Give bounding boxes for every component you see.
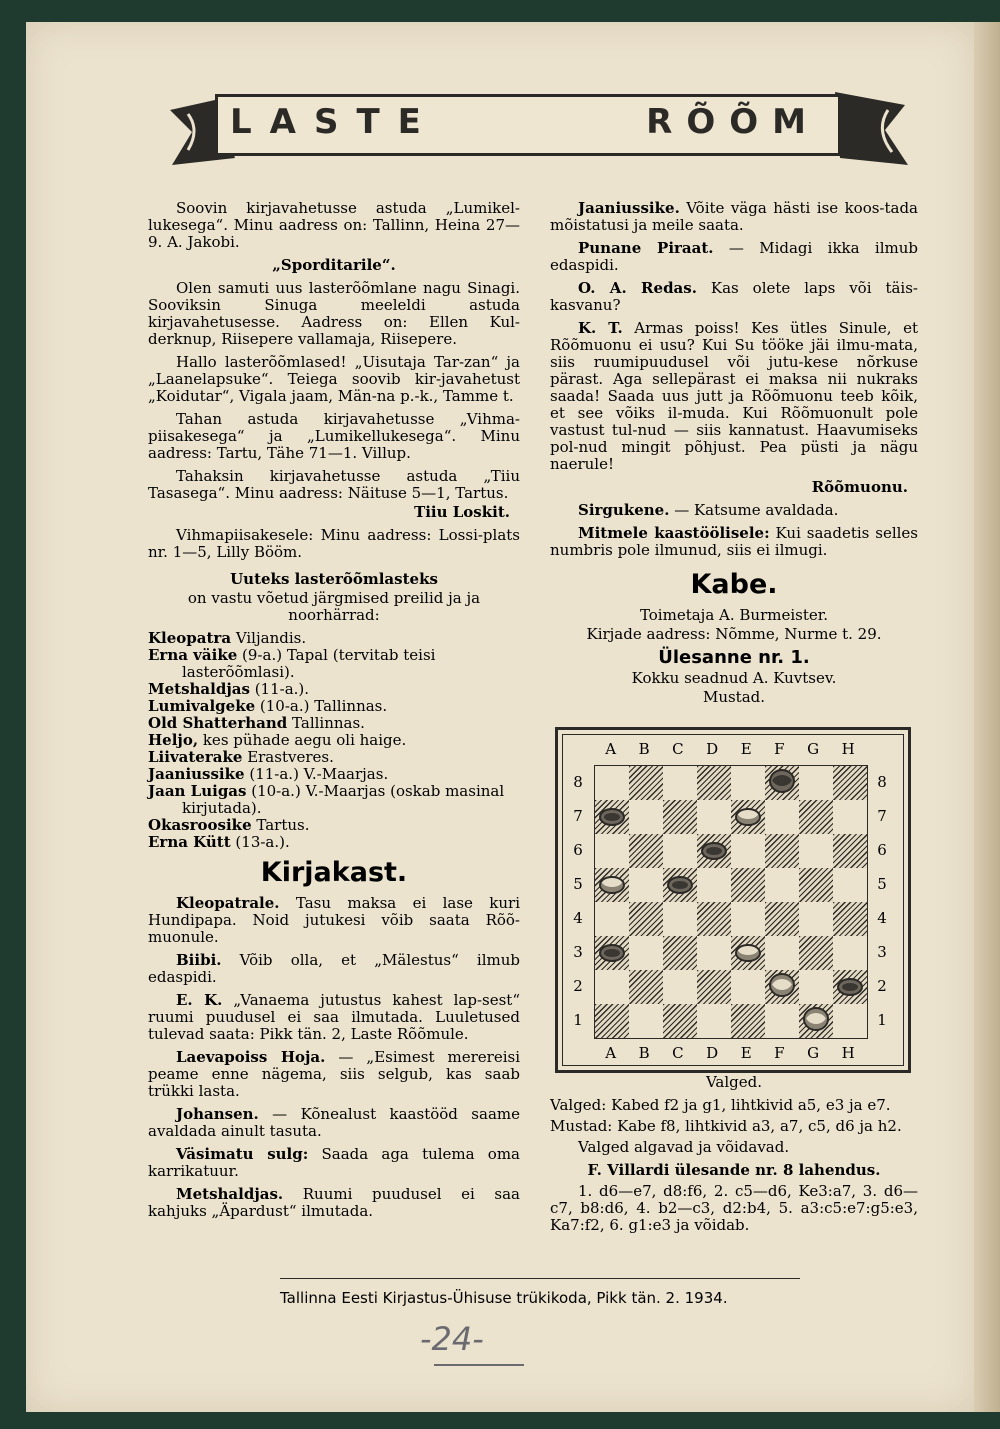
member-name: Erna väike (148, 646, 238, 664)
letter-name: Laevapoiss Hoja. (176, 1048, 326, 1066)
rank-label: 5 (573, 875, 583, 893)
square-b7 (629, 800, 663, 834)
letter-0 (148, 895, 520, 946)
square-g4 (799, 902, 833, 936)
printer-footer: Tallinna Eesti Kirjastus-Ühisuse trükikoda, Pikk tän. 2. 1934. (280, 1278, 800, 1307)
reply-3 (550, 320, 918, 473)
right-letters-2 (550, 502, 918, 559)
square-c8 (663, 766, 697, 800)
square-f7 (765, 800, 799, 834)
member-name: Liivaterake (148, 748, 243, 766)
square-g5 (799, 868, 833, 902)
square-h3 (833, 936, 867, 970)
square-a5 (595, 868, 629, 902)
square-g3 (799, 936, 833, 970)
square-g2 (799, 970, 833, 1004)
solution-text: 1. d6—e7, d8:f6, 2. c5—d6, Ke3:a7, 3. d6—c7, b8:d6, 4. b2—c3, d2:b4, 5. a3:c5:e7:g5:e3, Ka7:f2, 6. g1:e3 ja võidab. (550, 1182, 918, 1234)
banner-word-room: RÕÕM (646, 102, 820, 142)
square-h5 (833, 868, 867, 902)
square-b1 (629, 1004, 663, 1038)
square-h4 (833, 902, 867, 936)
solution-title: F. Villardi ülesande nr. 8 lahendus. (587, 1161, 881, 1179)
square-b8 (629, 766, 663, 800)
square-c6 (663, 834, 697, 868)
member-name: Old Shatterhand (148, 714, 288, 732)
square-f5 (765, 868, 799, 902)
left-column (148, 200, 520, 1226)
black-piece-h2 (837, 978, 863, 996)
black-piece-a7 (599, 808, 625, 826)
member-text: (9-a.) Tapal (tervitab teisi lasterõõmlasi). (182, 646, 436, 681)
square-c3 (663, 936, 697, 970)
letter-name: Väsimatu sulg: (176, 1145, 309, 1163)
member-text: (10-a.) V.-Maarjas (oskab masinal kirjutada). (182, 782, 505, 817)
square-f4 (765, 902, 799, 936)
letter-2 (148, 992, 520, 1043)
checkers-board (555, 727, 911, 1073)
square-a7 (595, 800, 629, 834)
member-text: Tallinnas. (287, 714, 365, 732)
member-text: (11-a.). (249, 680, 310, 698)
rank-label: 1 (877, 1011, 887, 1029)
banner-title (230, 100, 820, 144)
square-c4 (663, 902, 697, 936)
letter-5 (148, 1146, 520, 1180)
right-letters (550, 200, 918, 473)
rank-label: 8 (573, 773, 583, 791)
reply-1 (550, 240, 918, 274)
file-label: F (774, 740, 785, 758)
reply-text: — Midagi ikka ilmub edaspidi. (550, 239, 918, 274)
member-0 (148, 630, 520, 647)
square-d2 (697, 970, 731, 1004)
heading-new-members: Uuteks lasterõõmlasteks (230, 570, 438, 588)
reply2-name: Sirgukene. (578, 501, 670, 519)
black-piece-c5 (667, 876, 693, 894)
black-piece-a3 (599, 944, 625, 962)
reply2-text: Kui saadetis selles numbris pole ilmunud, siis ei ilmugi. (550, 524, 918, 559)
square-e7 (731, 800, 765, 834)
rank-label: 3 (573, 943, 583, 961)
square-e1 (731, 1004, 765, 1038)
letter-name: Kleopatrale. (176, 894, 280, 912)
letter-text: Tasu maksa ei lase kuri Hundipapa. Noid jutukesi võib saata Rõõ-muonule. (148, 894, 520, 946)
square-d6 (697, 834, 731, 868)
problem-composer: Kokku seadnud A. Kuvtsev. (631, 669, 837, 687)
file-label: F (774, 1044, 785, 1062)
file-labels-bottom (594, 1044, 866, 1062)
square-h8 (833, 766, 867, 800)
square-e4 (731, 902, 765, 936)
file-label: E (740, 1044, 752, 1062)
member-text: (11-a.) V.-Maarjas. (244, 765, 389, 783)
black-position: Mustad: Kabe f8, lihtkivid a3, a7, c5, d6 ja h2. (550, 1117, 902, 1135)
member-5 (148, 732, 520, 749)
reply-text: Võite väga hästi ise koos-tada mõistatusi ja meile saata. (550, 199, 918, 234)
heading-sporditarile: „Sporditarile“. (272, 256, 396, 274)
page-number-underline (434, 1364, 524, 1366)
rank-label: 2 (573, 977, 583, 995)
members-list (148, 630, 520, 851)
kirjakast-heading: Kirjakast. (260, 857, 408, 888)
member-name: Heljo, (148, 731, 199, 749)
square-c2 (663, 970, 697, 1004)
right-column (550, 200, 918, 708)
rank-label: 7 (573, 807, 583, 825)
square-g6 (799, 834, 833, 868)
letter-loskit: Tahaksin kirjavahetusse astuda „Tiiu Tasasega“. Minu aadress: Näituse 5—1, Tartus. (148, 467, 520, 502)
letter-name: E. K. (176, 991, 223, 1009)
reply-text: Kas olete laps või täis-kasvanu? (550, 279, 918, 314)
rank-label: 1 (573, 1011, 583, 1029)
letter-koidutar: Hallo lasterõõmlased! „Uisutaja Tar-zan“ ja „Laanelapsuke“. Teiega soovib kir-javahetust „Koidutar“, Vigala jaam, Män-na p.-k., Tamme t. (148, 353, 520, 405)
file-label: H (841, 740, 855, 758)
square-g1 (799, 1004, 833, 1038)
file-label: C (672, 1044, 684, 1062)
rank-label: 5 (877, 875, 887, 893)
member-4 (148, 715, 520, 732)
file-label: D (706, 1044, 719, 1062)
member-8 (148, 783, 520, 817)
square-a4 (595, 902, 629, 936)
member-1 (148, 647, 520, 681)
square-b5 (629, 868, 663, 902)
square-c1 (663, 1004, 697, 1038)
member-text: (13-a.). (230, 833, 290, 851)
square-f1 (765, 1004, 799, 1038)
square-d7 (697, 800, 731, 834)
black-piece-d6 (701, 842, 727, 860)
letter-text: — „Esimest merereisi peame enne nägema, siis selgub, kas saab trükki lasta. (148, 1048, 520, 1100)
letter-name: Johansen. (176, 1105, 259, 1123)
reply-name: K. T. (578, 319, 623, 337)
member-name: Okasroosike (148, 816, 252, 834)
file-label: E (740, 740, 752, 758)
file-label: C (672, 740, 684, 758)
letter-kulderknup: Olen samuti uus lasterõõmlane nagu Sinagi. Sooviksin Sinuga meeleldi astuda kirjavahetusesse. Aadress on: Ellen Kul-derknup, Riisepere vallamaja, Riisepere. (148, 279, 520, 348)
letter-text: — Kõnealust kaastööd saame avaldada ainult tasuta. (148, 1105, 520, 1140)
reply-name: Punane Piraat. (578, 239, 714, 257)
square-e3 (731, 936, 765, 970)
file-label: G (807, 740, 820, 758)
banner-word-laste: LASTE (230, 102, 439, 142)
black-king-f8 (769, 769, 795, 793)
file-label: A (605, 1044, 617, 1062)
letter-text: Saada aga tulema oma karrikatuur. (148, 1145, 520, 1180)
reply2-0 (550, 502, 918, 519)
square-a8 (595, 766, 629, 800)
square-f3 (765, 936, 799, 970)
letter-text: Ruumi puudusel ei saa kahjuks „Äpardust“ ilmutada. (148, 1185, 520, 1220)
board-caption (550, 1074, 918, 1240)
rank-label: 8 (877, 773, 887, 791)
square-d8 (697, 766, 731, 800)
square-g7 (799, 800, 833, 834)
square-a2 (595, 970, 629, 1004)
member-name: Kleopatra (148, 629, 232, 647)
to-move: Valged algavad ja võidavad. (578, 1138, 790, 1156)
square-f6 (765, 834, 799, 868)
member-name: Jaan Luigas (148, 782, 247, 800)
rank-label: 7 (877, 807, 887, 825)
square-d1 (697, 1004, 731, 1038)
signature-roomuonu: Rõõmuonu. (811, 478, 908, 496)
member-10 (148, 834, 520, 851)
square-g8 (799, 766, 833, 800)
letter-boom: Vihmapiisakesele: Minu aadress: Lossi-plats nr. 1—5, Lilly Bööm. (148, 526, 520, 561)
kabe-address: Kirjade aadress: Nõmme, Nurme t. 29. (586, 625, 882, 643)
square-d4 (697, 902, 731, 936)
rank-labels-right (872, 765, 892, 1037)
file-label: G (807, 1044, 820, 1062)
file-label: H (841, 1044, 855, 1062)
square-d3 (697, 936, 731, 970)
reply-2 (550, 280, 918, 314)
reply2-1 (550, 525, 918, 559)
square-b3 (629, 936, 663, 970)
letter-6 (148, 1186, 520, 1220)
black-label: Mustad. (702, 688, 766, 706)
letter-name: Metshaldjas. (176, 1185, 284, 1203)
rank-label: 6 (877, 841, 887, 859)
white-position: Valged: Kabed f2 ja g1, lihtkivid a5, e3 ja e7. (550, 1096, 891, 1114)
reply-name: O. A. Redas. (578, 279, 697, 297)
kirjakast-letters (148, 895, 520, 1220)
letter-villup: Tahan astuda kirjavahetusse „Vihma-piisakesega“ ja „Lumikellukesega“. Minu aadress: Tartu, Tähe 71—1. Villup. (148, 410, 520, 462)
square-b2 (629, 970, 663, 1004)
rank-label: 4 (573, 909, 583, 927)
square-a3 (595, 936, 629, 970)
problem-title: Ülesanne nr. 1. (658, 647, 810, 668)
book-edge (974, 22, 1000, 1412)
reply-0 (550, 200, 918, 234)
member-text: Viljandis. (231, 629, 307, 647)
new-members-intro: on vastu võetud järgmised preilid ja ja noorhärrad: (187, 589, 481, 624)
kabe-editor: Toimetaja A. Burmeister. (639, 606, 829, 624)
white-king-f2 (769, 973, 795, 997)
rank-label: 3 (877, 943, 887, 961)
file-label: A (605, 740, 617, 758)
letter-name: Biibi. (176, 951, 222, 969)
square-f2 (765, 970, 799, 1004)
member-name: Erna Kütt (148, 833, 231, 851)
laste-room-banner (160, 70, 920, 170)
kabe-heading: Kabe. (690, 569, 778, 600)
square-a6 (595, 834, 629, 868)
square-e8 (731, 766, 765, 800)
letter-3 (148, 1049, 520, 1100)
member-name: Jaaniussike (148, 765, 245, 783)
reply2-text: — Katsume avaldada. (669, 501, 839, 519)
member-text: kes pühade aegu oli haige. (198, 731, 407, 749)
reply-name: Jaaniussike. (578, 199, 680, 217)
square-h7 (833, 800, 867, 834)
letter-1 (148, 952, 520, 986)
reply2-name: Mitmele kaastöölisele: (578, 524, 770, 542)
signature-loskit: Tiiu Loskit. (414, 503, 510, 521)
letter-jakobi: Soovin kirjavahetusse astuda „Lumikel-lukesega“. Minu aadress on: Tallinn, Heina 27—9. A. Jakobi. (148, 199, 520, 251)
reply-text: Armas poiss! Kes ütles Sinule, et Rõõmuonu ei usu? Kui Su tööke jäi ilmu-mata, siis ruumipuudusel või jutu-kese nõrkuse pärast. Aga sellepärast ei maksa nii nukraks saada! Saada uus jutt ja Rõõmuonu teeb kõik, et see võiks il-muda. Kui Rõõmuonult pole vastust tul-nud — siis kannatust. Haavumiseks pol-nud mingit põhjust. Pea püsti ja nägu naerule! (550, 319, 918, 473)
file-label: D (706, 740, 719, 758)
rank-label: 4 (877, 909, 887, 927)
letter-text: Võib olla, et „Mälestus“ ilmub edaspidi. (148, 951, 520, 986)
letter-4 (148, 1106, 520, 1140)
file-label: B (638, 740, 650, 758)
square-c5 (663, 868, 697, 902)
member-6 (148, 749, 520, 766)
square-a1 (595, 1004, 629, 1038)
member-2 (148, 681, 520, 698)
square-h6 (833, 834, 867, 868)
square-h2 (833, 970, 867, 1004)
square-f8 (765, 766, 799, 800)
square-e2 (731, 970, 765, 1004)
rank-label: 2 (877, 977, 887, 995)
member-9 (148, 817, 520, 834)
white-label: Valged. (705, 1073, 763, 1091)
letter-text: „Vanaema jutustus kahest lap-sest“ ruumi puudusel ei saa ilmutada. Luuletused tulevad saata: Pikk tän. 2, Laste Rõõmule. (148, 991, 520, 1043)
white-piece-e3 (735, 944, 761, 962)
square-c7 (663, 800, 697, 834)
white-piece-a5 (599, 876, 625, 894)
member-3 (148, 698, 520, 715)
member-text: Tartus. (251, 816, 310, 834)
square-b6 (629, 834, 663, 868)
square-b4 (629, 902, 663, 936)
page-number (420, 1320, 540, 1370)
file-labels-top (594, 740, 866, 758)
member-name: Metshaldjas (148, 680, 250, 698)
member-text: (10-a.) Tallinnas. (255, 697, 388, 715)
white-piece-e7 (735, 808, 761, 826)
member-text: Erastveres. (242, 748, 334, 766)
square-e6 (731, 834, 765, 868)
board-grid (594, 765, 868, 1039)
square-h1 (833, 1004, 867, 1038)
member-7 (148, 766, 520, 783)
square-d5 (697, 868, 731, 902)
rank-labels-left (568, 765, 588, 1037)
file-label: B (638, 1044, 650, 1062)
rank-label: 6 (573, 841, 583, 859)
page-number-text: -24- (420, 1320, 484, 1358)
square-e5 (731, 868, 765, 902)
white-king-g1 (803, 1007, 829, 1031)
member-name: Lumivalgeke (148, 697, 256, 715)
